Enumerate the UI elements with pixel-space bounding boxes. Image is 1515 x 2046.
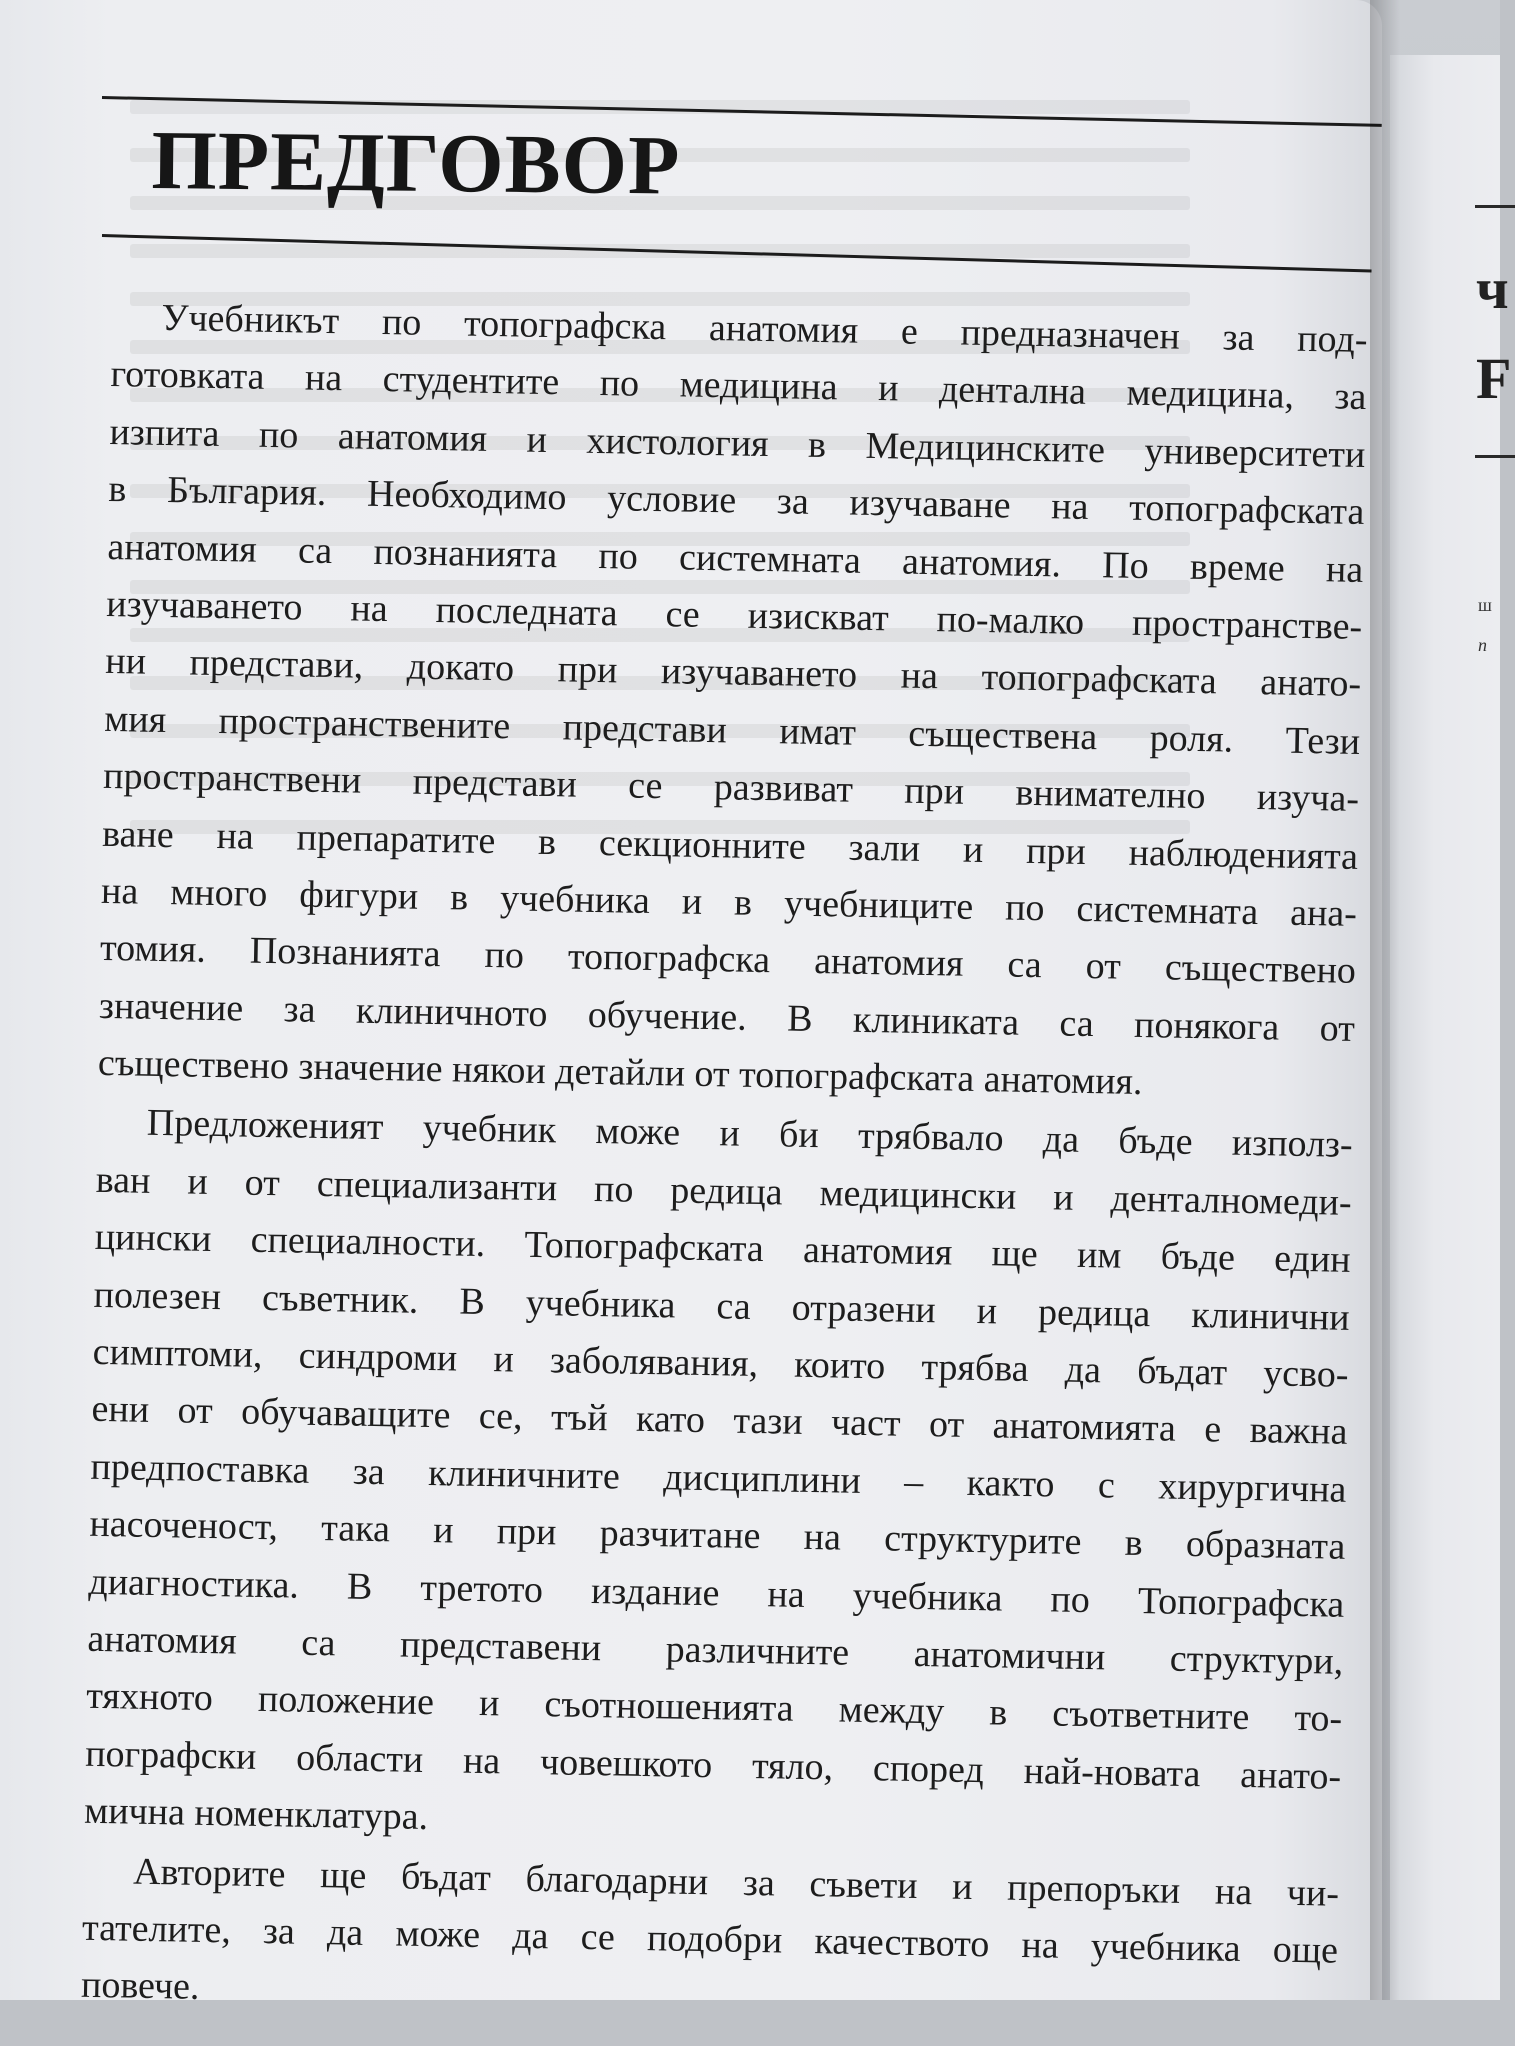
text-line: ван и от специализанти по редица медицински и денталномеди- — [95, 1158, 1353, 1224]
text-line: насоченост, така и при разчитане на структурите в образната — [89, 1503, 1346, 1569]
text-line: ени от обучаващите се, тъй като тази част от анатомията е важна — [91, 1388, 1348, 1454]
text-line: мия пространствените представи имат съществена роля. Тези — [103, 697, 1361, 763]
text-line: полезен съветник. В учебника са отразени и редица клинични — [93, 1273, 1350, 1339]
text-line: анатомия са представени различните анатомични структури, — [87, 1617, 1344, 1683]
adjacent-page-rule — [1475, 455, 1515, 458]
text-line: ни представи, докато при изучаването на топографската анато- — [104, 640, 1362, 706]
body-text — [80, 298, 1367, 2046]
text-line: изпита по анатомия и хистология в Медицинските университети — [109, 410, 1366, 476]
adjacent-page-fragment: ч — [1476, 256, 1509, 321]
text-line: мична номенклатура. — [83, 1789, 429, 1839]
text-line: готовката на студентите по медицина и дентална медицина, за — [110, 353, 1367, 419]
adjacent-page — [1390, 55, 1512, 2000]
text-line: на много фигури в учебника и в учебниците по системната ана- — [100, 869, 1358, 935]
text-line: Учебникът по топографска анатомия е предназначен за под- — [161, 296, 1368, 362]
adjacent-page-fragment: ш — [1478, 595, 1492, 615]
heading-bottom-rule — [102, 234, 1372, 272]
adjacent-page-fragment: F — [1476, 346, 1512, 411]
text-line: Предложеният учебник може и би трябвало да бъде използ- — [146, 1102, 1354, 1167]
text-line: пространствени представи се развиват при внимателно изуча- — [102, 755, 1360, 821]
adjacent-page-rule — [1475, 205, 1515, 208]
text-line: анатомия са познанията по системната анатомия. По време на — [107, 525, 1364, 591]
text-line: диагностика. В третото издание на учебника по Топографска — [88, 1560, 1345, 1626]
text-line: предпоставка за клиничните дисциплини – както с хирургична — [90, 1445, 1347, 1511]
text-line: съществено значение някои детайли от топографската анатомия. — [97, 1041, 1143, 1104]
page-edge-shadow — [1370, 0, 1400, 2000]
text-line: изучаването на последната се изискват по-малко пространстве- — [106, 582, 1363, 648]
text-line: цински специалности. Топографската анатомия ще им бъде един — [94, 1216, 1351, 1282]
text-line: в България. Необходимо условие за изучаване на топографската — [108, 468, 1365, 534]
text-line: ване на препаратите в секционните зали и при наблюденията — [101, 812, 1359, 878]
text-line: значение за клиничното обучение. В клиниката са понякога от — [98, 984, 1356, 1050]
text-line: симптоми, синдроми и заболявания, които трябва да бъдат усво- — [92, 1330, 1349, 1396]
page-heading: ПРЕДГОВОР — [151, 113, 681, 213]
text-line: тателите, за да може да се подобри качеството на учебника още — [81, 1906, 1339, 1972]
text-line: Авторите ще бъдат благодарни за съвети и препоръки на чи- — [132, 1850, 1340, 1915]
text-line: тяхното положение и съотношенията между в съответните то- — [85, 1675, 1343, 1741]
text-line: повече. — [80, 1964, 200, 2009]
adjacent-page-fragment: n — [1478, 635, 1487, 655]
text-line: томия. Познанията по топографска анатомия са от съществено — [99, 927, 1357, 993]
text-line: пографски области на човешкото тяло, според най-новата анато- — [84, 1732, 1342, 1798]
